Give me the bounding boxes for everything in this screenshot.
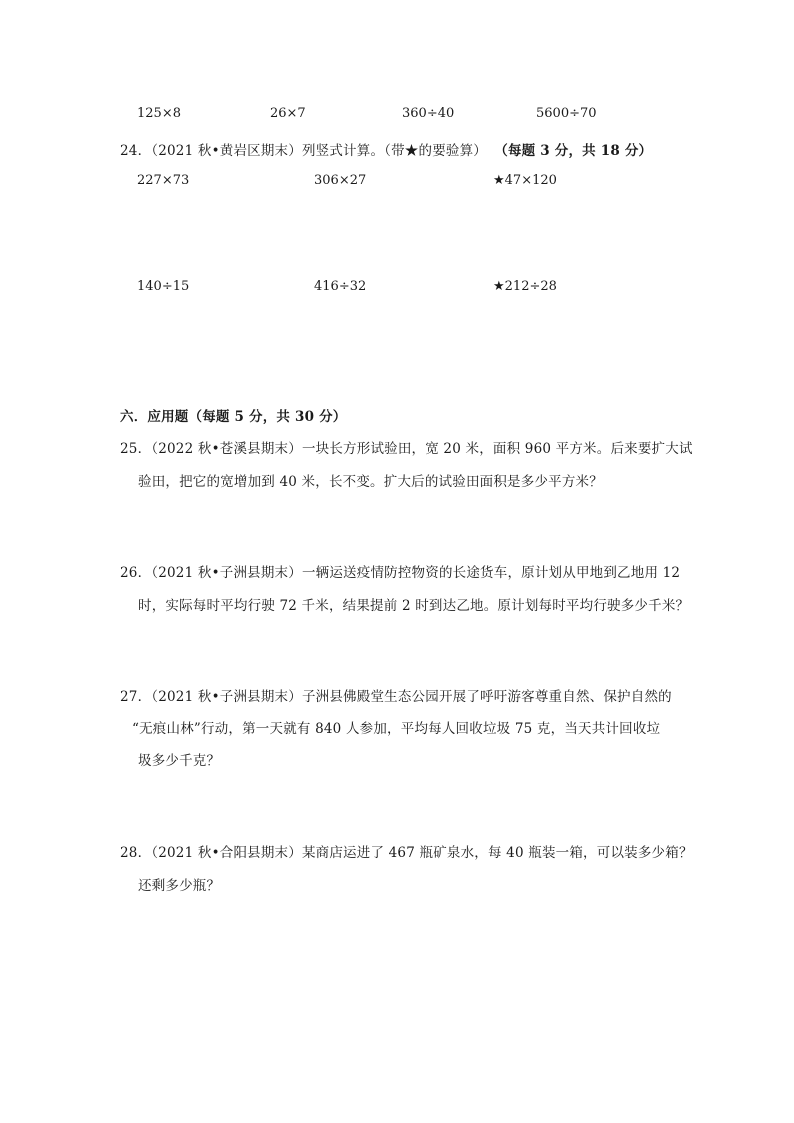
q28-line-1: 28．（2021 秋•合阳县期末）某商店运进了 467 瓶矿泉水，每 40 瓶装一箱，可以装多少箱？	[120, 845, 693, 861]
q24-points: （每题 3 分，共 18 分）	[501, 143, 653, 159]
expr-5600div70: 5600÷70	[536, 106, 597, 121]
section-6-title: 六．应用题（每题 5 分，共 30 分）	[120, 409, 347, 425]
expr-227x73: 227×73	[137, 173, 190, 188]
q24-heading	[120, 139, 652, 159]
expr-star-212div28: ★212÷28	[493, 279, 557, 294]
q25-line-2: 验田，把它的宽增加到 40 米，长不变。扩大后的试验田面积是多少平方米？	[138, 474, 603, 490]
expr-125x8: 125×8	[137, 106, 181, 121]
expr-360div40: 360÷40	[402, 106, 455, 121]
q25-line-1: 25．（2022 秋•苍溪县期末）一块长方形试验田，宽 20 米，面积 960 平方米。后来要扩大试	[120, 441, 693, 457]
expr-140div15: 140÷15	[137, 279, 190, 294]
q27-line-1: 27．（2021 秋•子洲县期末）子洲县佛殿堂生态公园开展了呼吁游客尊重自然、保护自然的	[120, 689, 672, 705]
q26-line-1: 26．（2021 秋•子洲县期末）一辆运送疫情防控物资的长途货车，原计划从甲地到乙地用 12	[120, 565, 681, 581]
expr-416div32: 416÷32	[314, 279, 367, 294]
q27-line-3: 圾多少千克？	[138, 753, 221, 769]
q24-label: 24．（2021 秋•黄岩区期末）列竖式计算。（带★的要验算）	[120, 143, 487, 159]
expr-26x7: 26×7	[270, 106, 306, 121]
expr-star-47x120: ★47×120	[493, 173, 557, 188]
q26-line-2: 时，实际每时平均行驶 72 千米，结果提前 2 时到达乙地。原计划每时平均行驶多少千米？	[138, 598, 690, 614]
expr-306x27: 306×27	[314, 173, 367, 188]
q28-line-2: 还剩多少瓶？	[138, 878, 221, 894]
q27-line-2: “无痕山林”行动，第一天就有 840 人参加，平均每人回收垃圾 75 克，当天共计回收垃	[132, 721, 661, 737]
